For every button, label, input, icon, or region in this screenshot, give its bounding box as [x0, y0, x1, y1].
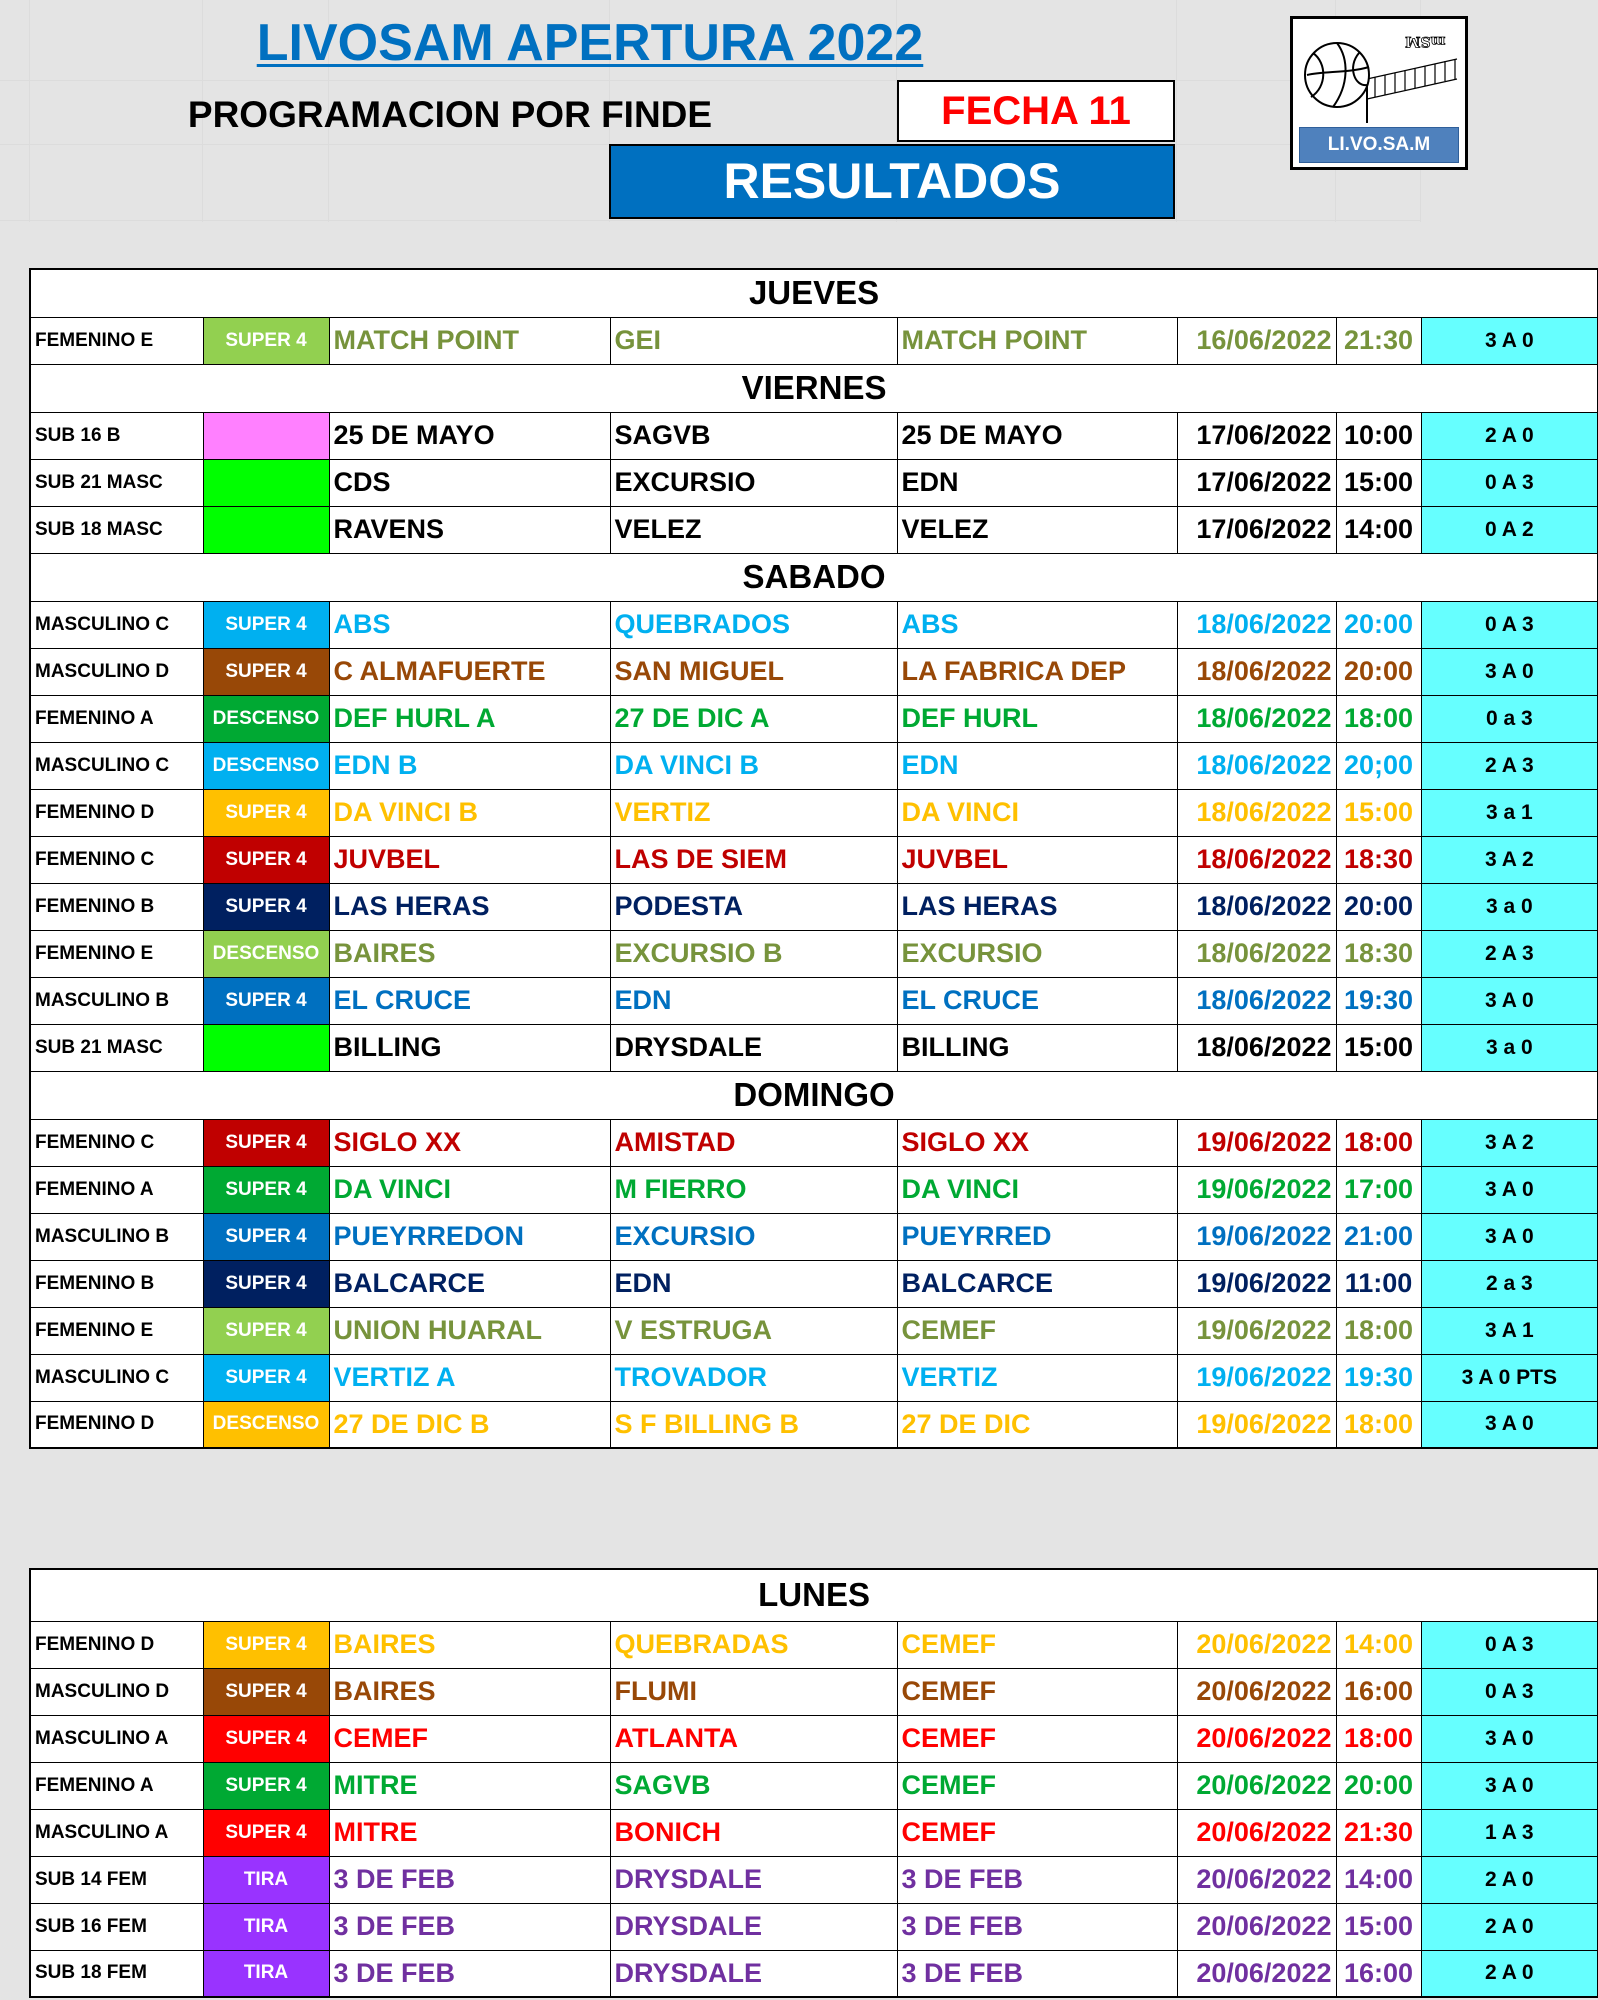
match-result: 0 A 2	[1421, 506, 1598, 553]
home-team: 3 DE FEB	[329, 1903, 610, 1950]
home-team: BAIRES	[329, 1621, 610, 1668]
match-result: 0 a 3	[1421, 695, 1598, 742]
home-team: DA VINCI	[329, 1166, 610, 1213]
match-result: 3 A 0	[1421, 977, 1598, 1024]
venue-cell: MATCH POINT	[897, 317, 1177, 364]
match-result: 2 A 3	[1421, 742, 1598, 789]
category-cell: SUB 18 MASC	[30, 506, 203, 553]
home-team: VERTIZ A	[329, 1354, 610, 1401]
match-result: 0 A 3	[1421, 601, 1598, 648]
match-row	[30, 789, 1598, 836]
home-team: PUEYRREDON	[329, 1213, 610, 1260]
division-tag: DESCENSO	[203, 1401, 329, 1448]
match-date: 20/06/2022	[1177, 1856, 1336, 1903]
away-team: SAGVB	[610, 1762, 897, 1809]
match-time: 21:30	[1336, 317, 1421, 364]
venue-cell: VERTIZ	[897, 1354, 1177, 1401]
away-team: V ESTRUGA	[610, 1307, 897, 1354]
venue-cell: EDN	[897, 742, 1177, 789]
schedule-table-lunes	[29, 1568, 1598, 1998]
venue-cell: EDN	[897, 459, 1177, 506]
home-team: MITRE	[329, 1762, 610, 1809]
match-result: 2 A 0	[1421, 412, 1598, 459]
home-team: BILLING	[329, 1024, 610, 1071]
category-cell: MASCULINO A	[30, 1809, 203, 1856]
category-cell: FEMENINO D	[30, 1401, 203, 1448]
venue-cell: BILLING	[897, 1024, 1177, 1071]
match-date: 20/06/2022	[1177, 1903, 1336, 1950]
away-team: BONICH	[610, 1809, 897, 1856]
home-team: JUVBEL	[329, 836, 610, 883]
division-tag: SUPER 4	[203, 1668, 329, 1715]
venue-cell: CEMEF	[897, 1621, 1177, 1668]
match-result: 3 A 2	[1421, 1119, 1598, 1166]
match-time: 17:00	[1336, 1166, 1421, 1213]
match-result: 0 A 3	[1421, 1621, 1598, 1668]
venue-cell: DA VINCI	[897, 789, 1177, 836]
match-time: 18:00	[1336, 695, 1421, 742]
match-date: 19/06/2022	[1177, 1213, 1336, 1260]
match-row	[30, 1166, 1598, 1213]
match-result: 2 A 0	[1421, 1856, 1598, 1903]
away-team: AMISTAD	[610, 1119, 897, 1166]
match-date: 20/06/2022	[1177, 1668, 1336, 1715]
match-result: 0 A 3	[1421, 1668, 1598, 1715]
away-team: FLUMI	[610, 1668, 897, 1715]
match-result: 0 A 3	[1421, 459, 1598, 506]
away-team: M FIERRO	[610, 1166, 897, 1213]
match-date: 18/06/2022	[1177, 695, 1336, 742]
match-time: 18:00	[1336, 1119, 1421, 1166]
match-result: 2 A 3	[1421, 930, 1598, 977]
category-cell: FEMENINO D	[30, 1621, 203, 1668]
match-result: 3 A 0	[1421, 1401, 1598, 1448]
home-team: 25 DE MAYO	[329, 412, 610, 459]
home-team: 27 DE DIC B	[329, 1401, 610, 1448]
away-team: PODESTA	[610, 883, 897, 930]
match-result: 3 A 0	[1421, 1213, 1598, 1260]
venue-cell: 3 DE FEB	[897, 1856, 1177, 1903]
home-team: DA VINCI B	[329, 789, 610, 836]
category-cell: FEMENINO E	[30, 930, 203, 977]
match-row	[30, 930, 1598, 977]
match-row	[30, 1950, 1598, 1997]
match-row	[30, 1260, 1598, 1307]
match-row	[30, 1668, 1598, 1715]
match-time: 16:00	[1336, 1668, 1421, 1715]
away-team: SAGVB	[610, 412, 897, 459]
match-row	[30, 648, 1598, 695]
division-tag: SUPER 4	[203, 1260, 329, 1307]
match-row	[30, 506, 1598, 553]
match-time: 20:00	[1336, 883, 1421, 930]
division-tag: SUPER 4	[203, 648, 329, 695]
category-cell: MASCULINO C	[30, 601, 203, 648]
home-team: LAS HERAS	[329, 883, 610, 930]
match-time: 18:00	[1336, 1401, 1421, 1448]
category-cell: FEMENINO B	[30, 1260, 203, 1307]
category-cell: MASCULINO C	[30, 1354, 203, 1401]
match-time: 20:00	[1336, 1762, 1421, 1809]
day-header-domingo: DOMINGO	[30, 1071, 1598, 1119]
category-cell: SUB 16 FEM	[30, 1903, 203, 1950]
match-row	[30, 1119, 1598, 1166]
venue-cell: SIGLO XX	[897, 1119, 1177, 1166]
away-team: QUEBRADOS	[610, 601, 897, 648]
match-date: 18/06/2022	[1177, 648, 1336, 695]
match-date: 20/06/2022	[1177, 1762, 1336, 1809]
home-team: UNION HUARAL	[329, 1307, 610, 1354]
home-team: SIGLO XX	[329, 1119, 610, 1166]
match-result: 3 A 2	[1421, 836, 1598, 883]
category-cell: FEMENINO E	[30, 317, 203, 364]
match-result: 3 A 0	[1421, 1166, 1598, 1213]
match-result: 3 a 1	[1421, 789, 1598, 836]
home-team: RAVENS	[329, 506, 610, 553]
away-team: EXCURSIO	[610, 1213, 897, 1260]
division-tag: DESCENSO	[203, 742, 329, 789]
away-team: DA VINCI B	[610, 742, 897, 789]
match-date: 20/06/2022	[1177, 1809, 1336, 1856]
division-tag: SUPER 4	[203, 883, 329, 930]
match-date: 18/06/2022	[1177, 601, 1336, 648]
home-team: BAIRES	[329, 930, 610, 977]
venue-cell: CEMEF	[897, 1809, 1177, 1856]
match-row	[30, 1307, 1598, 1354]
match-date: 19/06/2022	[1177, 1401, 1336, 1448]
away-team: S F BILLING B	[610, 1401, 897, 1448]
away-team: ATLANTA	[610, 1715, 897, 1762]
match-time: 18:30	[1336, 836, 1421, 883]
away-team: DRYSDALE	[610, 1024, 897, 1071]
match-row	[30, 695, 1598, 742]
match-time: 14:00	[1336, 1856, 1421, 1903]
match-result: 3 A 0	[1421, 648, 1598, 695]
livosam-logo	[1290, 16, 1468, 170]
category-cell: SUB 14 FEM	[30, 1856, 203, 1903]
match-date: 19/06/2022	[1177, 1307, 1336, 1354]
match-row	[30, 1809, 1598, 1856]
match-row	[30, 977, 1598, 1024]
match-time: 18:00	[1336, 1307, 1421, 1354]
division-tag: SUPER 4	[203, 1809, 329, 1856]
category-cell: MASCULINO B	[30, 1213, 203, 1260]
home-team: CDS	[329, 459, 610, 506]
match-row	[30, 412, 1598, 459]
match-row	[30, 1401, 1598, 1448]
category-cell: FEMENINO A	[30, 695, 203, 742]
home-team: C ALMAFUERTE	[329, 648, 610, 695]
category-cell: FEMENINO A	[30, 1166, 203, 1213]
match-date: 17/06/2022	[1177, 459, 1336, 506]
match-date: 20/06/2022	[1177, 1950, 1336, 1997]
match-result: 3 A 0	[1421, 1762, 1598, 1809]
match-row	[30, 601, 1598, 648]
away-team: EXCURSIO	[610, 459, 897, 506]
match-time: 15:00	[1336, 1024, 1421, 1071]
match-result: 3 A 1	[1421, 1307, 1598, 1354]
venue-cell: DEF HURL	[897, 695, 1177, 742]
division-tag: TIRA	[203, 1903, 329, 1950]
venue-cell: 3 DE FEB	[897, 1950, 1177, 1997]
match-row	[30, 1715, 1598, 1762]
match-time: 20;00	[1336, 742, 1421, 789]
home-team: EDN B	[329, 742, 610, 789]
match-row	[30, 1856, 1598, 1903]
match-date: 18/06/2022	[1177, 883, 1336, 930]
home-team: BAIRES	[329, 1668, 610, 1715]
match-time: 18:30	[1336, 930, 1421, 977]
division-tag: DESCENSO	[203, 695, 329, 742]
venue-cell: CEMEF	[897, 1715, 1177, 1762]
match-result: 3 a 0	[1421, 883, 1598, 930]
match-time: 20:00	[1336, 648, 1421, 695]
match-row	[30, 1354, 1598, 1401]
venue-cell: LA FABRICA DEP	[897, 648, 1177, 695]
home-team: MITRE	[329, 1809, 610, 1856]
match-time: 21:30	[1336, 1809, 1421, 1856]
venue-cell: DA VINCI	[897, 1166, 1177, 1213]
venue-cell: EL CRUCE	[897, 977, 1177, 1024]
away-team: EDN	[610, 977, 897, 1024]
match-result: 2 A 0	[1421, 1950, 1598, 1997]
division-tag: DESCENSO	[203, 930, 329, 977]
category-cell: FEMENINO C	[30, 836, 203, 883]
away-team: EDN	[610, 1260, 897, 1307]
match-date: 17/06/2022	[1177, 412, 1336, 459]
match-row	[30, 1903, 1598, 1950]
division-tag: TIRA	[203, 1950, 329, 1997]
division-tag: SUPER 4	[203, 1213, 329, 1260]
logo-text: LI.VO.SA.M	[1299, 127, 1459, 163]
results-banner: RESULTADOS	[609, 144, 1175, 219]
venue-cell: 27 DE DIC	[897, 1401, 1177, 1448]
division-tag: SUPER 4	[203, 1354, 329, 1401]
match-date: 17/06/2022	[1177, 506, 1336, 553]
match-time: 20:00	[1336, 601, 1421, 648]
match-result: 1 A 3	[1421, 1809, 1598, 1856]
match-date: 18/06/2022	[1177, 789, 1336, 836]
day-header-sabado: SABADO	[30, 553, 1598, 601]
match-row	[30, 459, 1598, 506]
category-cell: SUB 21 MASC	[30, 1024, 203, 1071]
match-date: 19/06/2022	[1177, 1166, 1336, 1213]
venue-cell: CEMEF	[897, 1762, 1177, 1809]
category-cell: SUB 16 B	[30, 412, 203, 459]
away-team: VERTIZ	[610, 789, 897, 836]
match-result: 3 A 0 PTS	[1421, 1354, 1598, 1401]
category-cell: MASCULINO C	[30, 742, 203, 789]
away-team: TROVADOR	[610, 1354, 897, 1401]
division-tag: SUPER 4	[203, 1762, 329, 1809]
home-team: EL CRUCE	[329, 977, 610, 1024]
match-time: 14:00	[1336, 1621, 1421, 1668]
away-team: SAN MIGUEL	[610, 648, 897, 695]
home-team: ABS	[329, 601, 610, 648]
match-row	[30, 742, 1598, 789]
schedule-table-main	[29, 268, 1598, 1449]
match-row	[30, 883, 1598, 930]
division-tag: SUPER 4	[203, 1621, 329, 1668]
match-date: 19/06/2022	[1177, 1260, 1336, 1307]
division-tag	[203, 412, 329, 459]
match-row	[30, 1024, 1598, 1071]
division-tag: SUPER 4	[203, 1307, 329, 1354]
match-date: 18/06/2022	[1177, 977, 1336, 1024]
match-result: 3 A 0	[1421, 317, 1598, 364]
home-team: 3 DE FEB	[329, 1856, 610, 1903]
match-time: 15:00	[1336, 459, 1421, 506]
match-time: 14:00	[1336, 506, 1421, 553]
away-team: EXCURSIO B	[610, 930, 897, 977]
match-date: 19/06/2022	[1177, 1119, 1336, 1166]
division-tag: SUPER 4	[203, 601, 329, 648]
match-time: 19:30	[1336, 1354, 1421, 1401]
division-tag: SUPER 4	[203, 1166, 329, 1213]
fecha-label: FECHA 11	[897, 80, 1175, 142]
away-team: DRYSDALE	[610, 1856, 897, 1903]
match-time: 15:00	[1336, 1903, 1421, 1950]
away-team: GEI	[610, 317, 897, 364]
day-header-jueves: JUEVES	[30, 269, 1598, 317]
match-result: 3 A 0	[1421, 1715, 1598, 1762]
match-date: 16/06/2022	[1177, 317, 1336, 364]
match-date: 18/06/2022	[1177, 1024, 1336, 1071]
match-date: 18/06/2022	[1177, 836, 1336, 883]
category-cell: MASCULINO B	[30, 977, 203, 1024]
category-cell: FEMENINO A	[30, 1762, 203, 1809]
match-time: 21:00	[1336, 1213, 1421, 1260]
subtitle: PROGRAMACION POR FINDE	[187, 94, 713, 135]
match-time: 15:00	[1336, 789, 1421, 836]
category-cell: FEMENINO B	[30, 883, 203, 930]
match-date: 18/06/2022	[1177, 930, 1336, 977]
match-time: 10:00	[1336, 412, 1421, 459]
match-date: 18/06/2022	[1177, 742, 1336, 789]
division-tag	[203, 1024, 329, 1071]
away-team: DRYSDALE	[610, 1950, 897, 1997]
category-cell: SUB 18 FEM	[30, 1950, 203, 1997]
match-row	[30, 1762, 1598, 1809]
away-team: QUEBRADAS	[610, 1621, 897, 1668]
category-cell: SUB 21 MASC	[30, 459, 203, 506]
match-row	[30, 1213, 1598, 1260]
category-cell: MASCULINO A	[30, 1715, 203, 1762]
venue-cell: PUEYRRED	[897, 1213, 1177, 1260]
match-date: 20/06/2022	[1177, 1621, 1336, 1668]
division-tag: SUPER 4	[203, 317, 329, 364]
venue-cell: JUVBEL	[897, 836, 1177, 883]
away-team: 27 DE DIC A	[610, 695, 897, 742]
division-tag: SUPER 4	[203, 789, 329, 836]
category-cell: FEMENINO D	[30, 789, 203, 836]
division-tag: SUPER 4	[203, 1119, 329, 1166]
venue-cell: CEMEF	[897, 1668, 1177, 1715]
away-team: VELEZ	[610, 506, 897, 553]
venue-cell: 25 DE MAYO	[897, 412, 1177, 459]
volleyball-net-icon	[1297, 23, 1461, 131]
match-result: 3 a 0	[1421, 1024, 1598, 1071]
division-tag	[203, 506, 329, 553]
match-date: 20/06/2022	[1177, 1715, 1336, 1762]
match-row	[30, 836, 1598, 883]
match-time: 11:00	[1336, 1260, 1421, 1307]
match-time: 18:00	[1336, 1715, 1421, 1762]
day-header-viernes: VIERNES	[30, 364, 1598, 412]
match-row	[30, 1621, 1598, 1668]
category-cell: FEMENINO C	[30, 1119, 203, 1166]
venue-cell: LAS HERAS	[897, 883, 1177, 930]
venue-cell: ABS	[897, 601, 1177, 648]
day-header-lunes: LUNES	[30, 1569, 1598, 1621]
category-cell: MASCULINO D	[30, 1668, 203, 1715]
division-tag: SUPER 4	[203, 1715, 329, 1762]
division-tag: SUPER 4	[203, 977, 329, 1024]
match-result: 2 A 0	[1421, 1903, 1598, 1950]
logo-mark: mSM	[1405, 33, 1446, 49]
home-team: DEF HURL A	[329, 695, 610, 742]
match-result: 2 a 3	[1421, 1260, 1598, 1307]
division-tag: TIRA	[203, 1856, 329, 1903]
away-team: DRYSDALE	[610, 1903, 897, 1950]
venue-cell: VELEZ	[897, 506, 1177, 553]
home-team: 3 DE FEB	[329, 1950, 610, 1997]
match-date: 19/06/2022	[1177, 1354, 1336, 1401]
venue-cell: CEMEF	[897, 1307, 1177, 1354]
home-team: MATCH POINT	[329, 317, 610, 364]
home-team: CEMEF	[329, 1715, 610, 1762]
venue-cell: EXCURSIO	[897, 930, 1177, 977]
match-time: 19:30	[1336, 977, 1421, 1024]
home-team: BALCARCE	[329, 1260, 610, 1307]
division-tag: SUPER 4	[203, 836, 329, 883]
category-cell: MASCULINO D	[30, 648, 203, 695]
category-cell: FEMENINO E	[30, 1307, 203, 1354]
page-title: LIVOSAM APERTURA 2022	[256, 14, 924, 72]
venue-cell: BALCARCE	[897, 1260, 1177, 1307]
away-team: LAS DE SIEM	[610, 836, 897, 883]
venue-cell: 3 DE FEB	[897, 1903, 1177, 1950]
match-time: 16:00	[1336, 1950, 1421, 1997]
division-tag	[203, 459, 329, 506]
match-row	[30, 317, 1598, 364]
